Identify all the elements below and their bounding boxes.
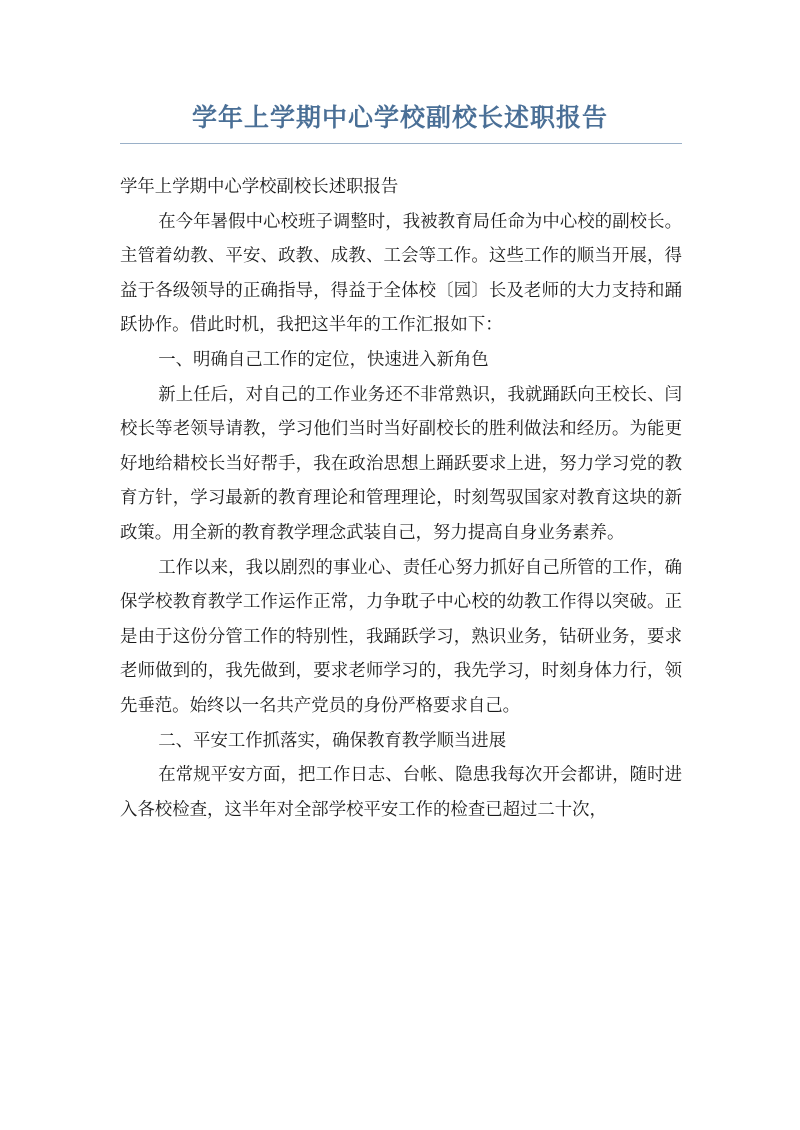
paragraph-safety: 在常规平安方面，把工作日志、台帐、隐患我每次开会都讲，随时进入各校检查，这半年对全部学校平安工作的检查已超过二十次， xyxy=(120,765,682,820)
document-body xyxy=(120,170,682,827)
section-heading-2: 二、平安工作抓落实，确保教育教学顺当进展 xyxy=(158,730,507,751)
section-heading-1: 一、明确自己工作的定位，快速进入新角色 xyxy=(158,349,489,370)
paragraph-new-role: 新上任后，对自己的工作业务还不非常熟识，我就踊跃向王校长、闫校长等老领导请教，学习他们当时当好副校长的胜利做法和经历。为能更好地给耤校长当好帮手，我在政治思想上踊跃要求上进，努力学习党的教育方针，学习最新的教育理论和管理理论，时刻驾驭国家对教育这块的新政策。用全新的教育教学理念武装自己，努力提高自身业务素养。 xyxy=(120,384,682,543)
paragraph-work-attitude: 工作以来，我以剧烈的事业心、责任心努力抓好自己所管的工作，确保学校教育教学工作运作正常，力争耽子中心校的幼教工作得以突破。正是由于这份分管工作的特别性，我踊跃学习，熟识业务，钻研业务，要求老师做到的，我先做到，要求老师学习的，我先学习，时刻身体力行，领先垂范。始终以一名共产党员的身份严格要求自己。 xyxy=(120,557,682,716)
report-subtitle: 学年上学期中心学校副校长述职报告 xyxy=(120,177,399,197)
document-title: 学年上学期中心学校副校长述职报告 xyxy=(191,103,608,132)
title-underline xyxy=(120,143,682,144)
paragraph-intro: 在今年暑假中心校班子调整时，我被教育局任命为中心校的副校长。主管着幼教、平安、政教、成教、工会等工作。这些工作的顺当开展，得益于各级领导的正确指导，得益于全体校〔园〕长及老师的大力支持和踊跃协作。借此时机，我把这半年的工作汇报如下： xyxy=(120,211,682,336)
